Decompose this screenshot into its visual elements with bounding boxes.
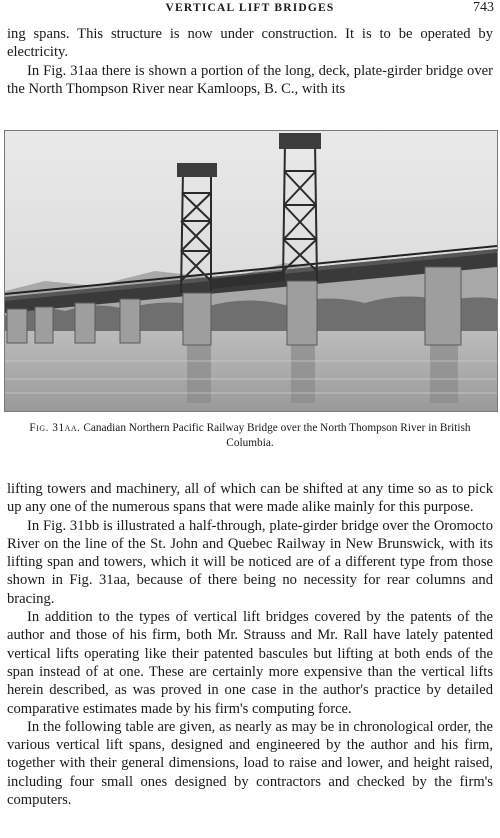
paragraph: In addition to the types of vertical lift bridges covered by the patents of the author and those of his firm, both Mr. Strauss and Mr. Rall have lately patented vertical lifts operating like their patented bascules but lifting at both ends of the span instead of at one. These are certainly more expensive than the vertical lifts herein described, as was proved in one case in the author's practice by detailed comparative estimates made by his firm's computing force.: [7, 609, 493, 717]
figure-caption-text: Canadian Northern Pacific Railway Bridge over the North Thompson River in British Columbia.: [83, 422, 471, 449]
page-header: [0, 0, 500, 20]
paragraph: In Fig. 31bb is illustrated a half-through, plate-girder bridge over the Oromocto River on the line of the St. John and Quebec Railway in New Brunswick, with its lifting span and towers, which it will be noticed are of a different type from those shown in Fig. 31aa, because of there being no necessity for rear columns and bracing.: [7, 517, 493, 607]
figure-photo: [4, 130, 498, 412]
paragraph-continuation: ing spans. This structure is now under construction. It is to be operated by electricity.: [7, 26, 493, 61]
paragraph-continuation: lifting towers and machinery, all of which can be shifted at any time so as to pick up any one of the numerous spans that were made alike mainly for this purpose.: [7, 481, 493, 516]
figure-label: Fig. 31aa.: [29, 422, 81, 434]
page-number: 743: [473, 0, 494, 15]
figure-caption: [7, 421, 493, 451]
bridge-photo-illustration: [5, 131, 497, 411]
running-head: VERTICAL LIFT BRIDGES: [165, 2, 335, 14]
paragraph: In Fig. 31aa there is shown a portion of the long, deck, plate-girder bridge over the North Thompson River near Kamloops, B. C., with its: [7, 62, 493, 97]
top-text-block: [7, 25, 493, 98]
bottom-text-block: [7, 480, 493, 809]
paragraph: In the following table are given, as nearly as may be in chronological order, the various vertical lift spans, designed and engineered by the author and his firm, together with their general dimensions, load to raise and lower, and height raised, including four small ones designed by contractors and checked by the firm's computers.: [7, 718, 493, 809]
